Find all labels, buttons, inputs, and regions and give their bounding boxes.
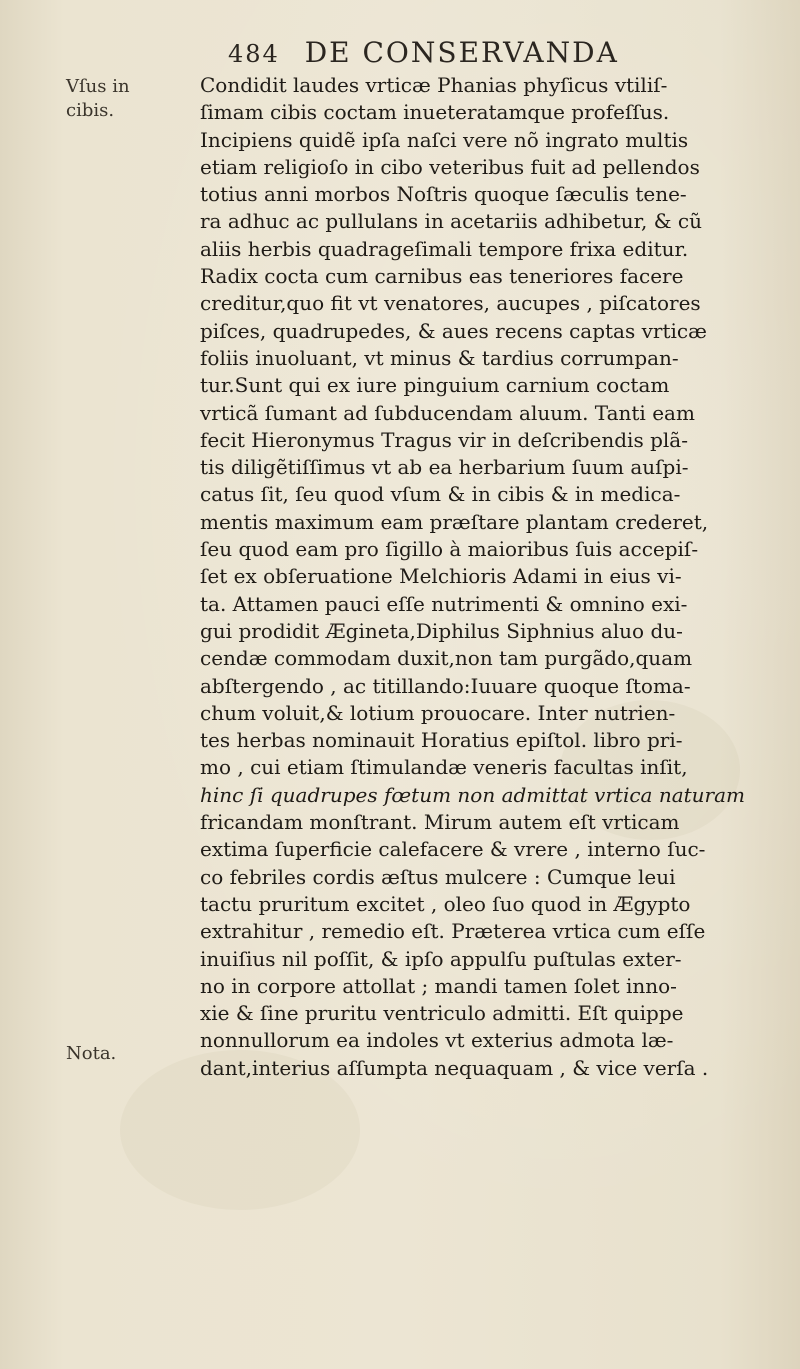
page-number: 484 bbox=[228, 40, 280, 68]
text-line: totius anni morbos Noſtris quoque ſæculis tene- bbox=[200, 182, 687, 207]
margin-note-nota bbox=[66, 1045, 116, 1063]
margin-note-line: Nota. bbox=[66, 1043, 117, 1064]
text-line: catus ſit, ſeu quod vſum & in cibis & in medica- bbox=[200, 482, 681, 507]
text-line: extima ſuperficie calefacere & vrere , interno ſuc- bbox=[200, 837, 706, 862]
text-line: tactu pruritum excitet , oleo ſuo quod in Ægypto bbox=[200, 891, 691, 916]
text-line: ſet ex obſeruatione Melchioris Adami in eius vi- bbox=[200, 564, 682, 589]
text-line: tes herbas nominauit Horatius epiſtol. libro pri- bbox=[200, 728, 683, 753]
text-line: etiam religioſo in cibo veteribus fuit ad pellendos bbox=[200, 154, 700, 179]
text-line: fricandam monſtrant. Mirum autem eſt vrticam bbox=[200, 810, 680, 835]
text-line: ra adhuc ac pullulans in acetariis adhibetur, & cũ bbox=[200, 209, 702, 234]
running-header bbox=[228, 36, 619, 69]
text-line: mentis maximum eam præſtare plantam crederet, bbox=[200, 509, 709, 534]
text-line: mo , cui etiam ſtimulandæ veneris facultas inſit, bbox=[200, 755, 688, 780]
text-line: gui prodidit Ægineta,Diphilus Siphnius aluo du- bbox=[200, 618, 683, 643]
text-line: tis diligẽtiſſimus vt ab ea herbarium ſuum auſpi- bbox=[200, 455, 689, 480]
text-line: aliis herbis quadrageſimali tempore frixa editur. bbox=[200, 236, 689, 261]
text-line: creditur,quo fit vt venatores, aucupes , piſcatores bbox=[200, 291, 701, 316]
text-line: ſeu quod eam pro ſigillo à maioribus ſuis accepiſ- bbox=[200, 537, 699, 562]
text-line: foliis inuoluant, vt minus & tardius corrumpan- bbox=[200, 345, 679, 370]
text-line-italic-quote: hinc ſi quadrupes fœtum non admittat vrtica naturam bbox=[200, 782, 745, 807]
text-line: Radix cocta cum carnibus eas teneriores facere bbox=[200, 264, 684, 289]
main-text-block bbox=[200, 72, 785, 1082]
text-line: ſimam cibis coctam inueteratamque profeſſus. bbox=[200, 100, 670, 125]
text-line: dant,interius aſſumpta nequaquam , & vice verſa . bbox=[200, 1055, 709, 1080]
text-line: ta. Attamen pauci eſſe nutrimenti & omnino exi- bbox=[200, 591, 688, 616]
margin-note-line: Vſus in bbox=[66, 76, 130, 97]
text-line: cendæ commodam duxit,non tam purgãdo,quam bbox=[200, 646, 693, 671]
text-line: Condidit laudes vrticæ Phanias phyſicus vtiliſ- bbox=[200, 73, 668, 97]
text-line: chum voluit,& lotium prouocare. Inter nutrien- bbox=[200, 700, 676, 725]
running-title: DE CONSERVANDA bbox=[304, 36, 619, 69]
text-line: fecit Hieronymus Tragus vir in deſcribendis plã- bbox=[200, 427, 688, 452]
text-line: inuiſius nil poſſit, & ipſo appulſu puſtulas exter- bbox=[200, 946, 682, 971]
text-line: vrticã ſumant ad ſubducendam aluum. Tanti eam bbox=[200, 400, 695, 425]
text-line: no in corpore attollat ; mandi tamen ſolet inno- bbox=[200, 973, 677, 998]
text-line: Incipiens quidẽ ipſa naſci vere nõ ingrato multis bbox=[200, 127, 689, 152]
text-line: extrahitur , remedio eſt. Præterea vrtica cum eſſe bbox=[200, 919, 706, 944]
text-line: piſces, quadrupedes, & aues recens captas vrticæ bbox=[200, 318, 707, 343]
text-line: xie & ſine pruritu ventriculo admitti. Eſt quippe bbox=[200, 1001, 684, 1026]
margin-note-line: cibis. bbox=[66, 100, 115, 121]
text-line: tur.Sunt qui ex iure pinguium carnium coctam bbox=[200, 373, 670, 398]
text-line: nonnullorum ea indoles vt exterius admota læ- bbox=[200, 1028, 674, 1053]
margin-note-usus-in-cibis bbox=[66, 78, 130, 120]
text-line: co febriles cordis æſtus mulcere : Cumque leui bbox=[200, 864, 676, 889]
text-line: abſtergendo , ac titillando:Iuuare quoque ſtoma- bbox=[200, 673, 691, 698]
